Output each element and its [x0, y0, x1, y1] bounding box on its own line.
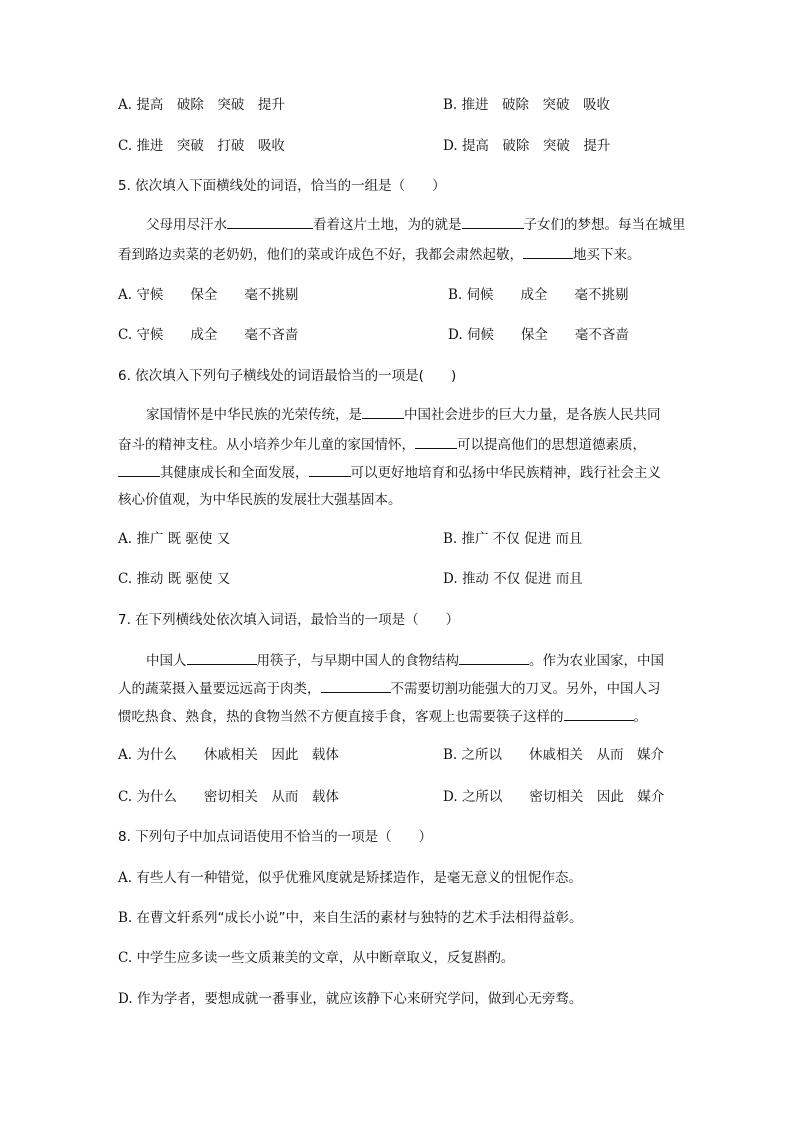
text: 惯吃热食、熟食，热的食物当然不方便直接手食，客观上也需要筷子这样的 [118, 709, 564, 725]
option-text: 推进 突破 打破 吸收 [136, 138, 285, 154]
option-letter: D. [443, 789, 458, 805]
q6-option-d [443, 569, 583, 589]
q6-option-c [118, 569, 230, 589]
q4-option-c [118, 136, 285, 156]
q6-option-a [118, 529, 230, 549]
q6-paragraph-line-2 [118, 434, 646, 455]
text: 中国人 [146, 653, 187, 669]
option-text: 伺候 保全 毫不吝啬 [466, 327, 629, 343]
q5-paragraph-line-2 [118, 244, 641, 265]
q5-stem: 5. 依次填入下面横线处的词语，恰当的一组是（ ） [118, 178, 446, 194]
text: 看到路边卖菜的老奶奶，他们的菜或许成色不好，我都会肃然起敬， [118, 247, 523, 263]
option-text: 为什么 休戚相关 因此 载体 [136, 747, 339, 763]
q7-option-c [118, 787, 339, 807]
fill-blank [187, 650, 257, 665]
q5-option-c [118, 325, 298, 345]
option-letter: C. [118, 789, 133, 805]
fill-blank [309, 462, 351, 477]
text: 。 [633, 709, 647, 725]
option-text: 推动 不仅 促进 而且 [461, 571, 583, 587]
option-letter: B. [443, 531, 458, 547]
option-letter: D. [118, 991, 133, 1007]
text: 子女们的梦想。每当在城里 [523, 217, 686, 233]
option-text: 提高 破除 突破 提升 [461, 138, 611, 154]
option-letter: A. [118, 531, 133, 547]
q8-stem: 8. 下列句子中加点词语使用不恰当的一项是（ ） [118, 829, 433, 845]
q6-paragraph-line-3 [118, 462, 661, 483]
option-text: 作为学者，要想成就一番事业，就应该静下心来研究学问，做到心无旁骛。 [136, 991, 583, 1007]
text: 父母用尽汗水 [146, 217, 227, 233]
fill-blank [362, 404, 404, 419]
text: 用筷子，与早期中国人的食物结构 [256, 653, 459, 669]
option-letter: B. [443, 747, 458, 763]
text: 奋斗的精神支柱。从小培养少年儿童的家国情怀， [118, 437, 415, 453]
option-text: 推进 破除 突破 吸收 [461, 97, 611, 113]
option-letter: B. [448, 287, 463, 303]
option-letter: C. [118, 950, 133, 966]
q5-paragraph-line-1 [146, 214, 686, 235]
option-text: 之所以 密切相关 因此 媒介 [461, 789, 665, 805]
option-letter: C. [118, 138, 133, 154]
option-text: 推广 既 驱使 又 [136, 531, 231, 547]
option-letter: B. [118, 910, 133, 926]
q6-paragraph-line-1 [146, 404, 661, 425]
q8-option-c [118, 948, 514, 968]
text: 。作为农业国家，中国 [529, 653, 664, 669]
q8-option-b [118, 908, 583, 928]
q7-option-d [443, 787, 664, 807]
text: 地买下来。 [573, 247, 641, 263]
option-letter: C. [118, 327, 133, 343]
option-letter: C. [118, 571, 133, 587]
option-text: 守候 保全 毫不挑剔 [136, 287, 299, 303]
q7-paragraph-line-3 [118, 706, 647, 727]
fill-blank [564, 706, 634, 721]
text: 可以提高他们的思想道德素质， [457, 437, 646, 453]
option-letter: D. [443, 571, 458, 587]
fill-blank [321, 678, 391, 693]
q8-option-d [118, 989, 582, 1009]
q7-option-b [443, 745, 664, 765]
text: 其健康成长和全面发展， [160, 465, 309, 481]
q5-option-b [448, 285, 629, 305]
option-letter: A. [118, 747, 133, 763]
fill-blank [459, 650, 529, 665]
text: 不需要切割功能强大的刀叉。另外，中国人习 [390, 681, 661, 697]
q6-option-b [443, 529, 582, 549]
option-text: 之所以 休戚相关 从而 媒介 [461, 747, 665, 763]
option-text: 为什么 密切相关 从而 载体 [136, 789, 339, 805]
option-letter: A. [118, 97, 133, 113]
option-text: 推动 既 驱使 又 [136, 571, 231, 587]
option-text: 有些人有一种错觉，似乎优雅风度就是矫揉造作，是毫无意义的忸怩作态。 [136, 870, 582, 886]
text: 可以更好地培育和弘扬中华民族精神，践行社会主义 [350, 465, 661, 481]
q4-option-a [118, 95, 285, 115]
fill-blank [118, 462, 160, 477]
q4-option-b [443, 95, 610, 115]
option-text: 提高 破除 突破 提升 [136, 97, 285, 113]
q6-stem: 6. 依次填入下列句子横线处的词语最恰当的一项是( ) [118, 368, 457, 384]
option-letter: B. [443, 97, 458, 113]
option-text: 守候 成全 毫不吝啬 [136, 327, 299, 343]
option-text: 中学生应多读一些文质兼美的文章，从中断章取义，反复斟酌。 [136, 950, 515, 966]
option-text: 推广 不仅 促进 而且 [461, 531, 583, 547]
fill-blank [227, 214, 313, 229]
text: 中国社会进步的巨大力量，是各族人民共同 [404, 407, 661, 423]
option-text: 在曹文轩系列“成长小说”中，来自生活的素材与独特的艺术手法相得益彰。 [136, 910, 583, 926]
fill-blank [523, 244, 573, 259]
q7-paragraph-line-2 [118, 678, 661, 699]
q7-stem: 7. 在下列横线处依次填入词语，最恰当的一项是（ ） [118, 612, 460, 628]
option-text: 伺候 成全 毫不挑剔 [466, 287, 629, 303]
text: 家国情怀是中华民族的光荣传统，是 [146, 407, 362, 423]
q4-option-d [443, 136, 610, 156]
q5-option-d [448, 325, 629, 345]
q7-option-a [118, 745, 339, 765]
text: 人的蔬菜摄入量要远远高于肉类， [118, 681, 321, 697]
q5-option-a [118, 285, 298, 305]
fill-blank [462, 214, 524, 229]
option-letter: A. [118, 870, 133, 886]
text: 看着这片土地，为的就是 [313, 217, 462, 233]
q8-option-a [118, 868, 582, 888]
q6-paragraph-line-4: 核心价值观，为中华民族的发展壮大强基固本。 [118, 492, 402, 508]
option-letter: D. [448, 327, 463, 343]
option-letter: A. [118, 287, 133, 303]
q7-paragraph-line-1 [146, 650, 664, 671]
fill-blank [415, 434, 457, 449]
option-letter: D. [443, 138, 458, 154]
